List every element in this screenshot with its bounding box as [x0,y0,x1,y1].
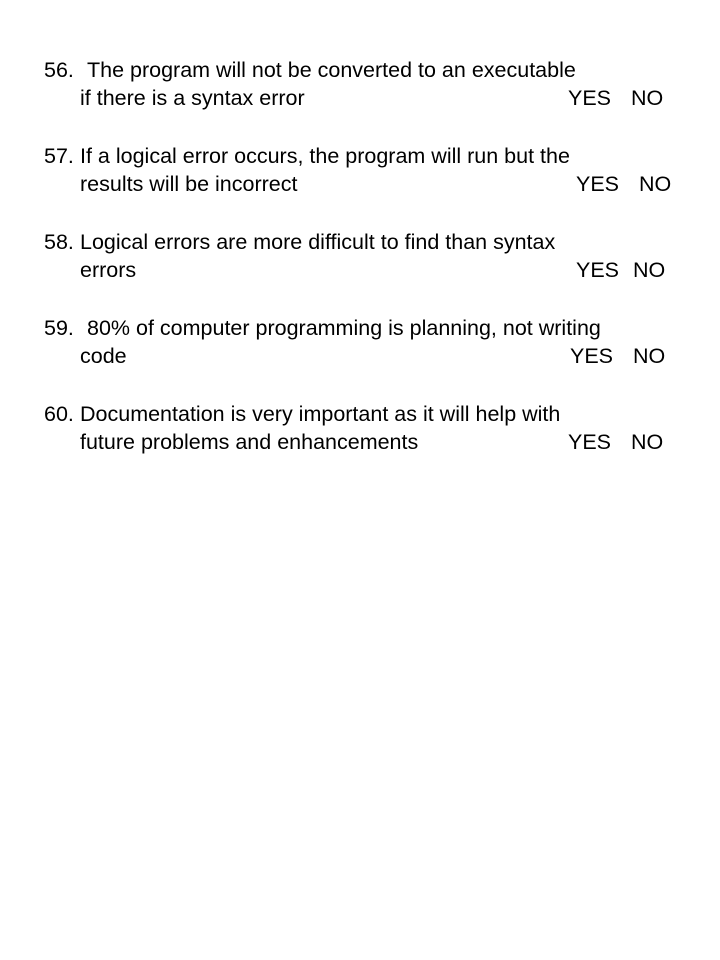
question-number: 57. [44,144,74,168]
question-text-line-1: 80% of computer programming is planning, not writing [87,316,601,340]
question-text-line-2: code [80,344,127,368]
question-text-line-2: errors [80,258,137,282]
question-text-line-2: future problems and enhancements [80,430,419,454]
answer-options [576,256,665,284]
yes-option[interactable]: YES [568,86,612,110]
yes-option[interactable]: YES [568,430,612,454]
answer-options [568,84,663,112]
question-text-line-2: results will be incorrect [80,172,298,196]
question-number: 60. [44,402,74,426]
question-number: 58. [44,230,74,254]
question-text-line-1: The program will not be converted to an executable [87,58,576,82]
answer-options [568,428,663,456]
question-text-line-2: if there is a syntax error [80,86,305,110]
no-option[interactable]: NO [639,172,672,196]
question-text-line-1: Logical errors are more difficult to find than syntax [80,230,556,254]
answer-options [570,342,665,370]
question-number: 56. [44,58,74,82]
question-text-line-1: Documentation is very important as it will help with [80,402,561,426]
no-option[interactable]: NO [631,86,664,110]
question-text-line-1: If a logical error occurs, the program will run but the [80,144,570,168]
yes-option[interactable]: YES [576,258,620,282]
no-option[interactable]: NO [633,258,666,282]
yes-option[interactable]: YES [576,172,620,196]
yes-option[interactable]: YES [570,344,614,368]
no-option[interactable]: NO [631,430,664,454]
answer-options [576,170,671,198]
question-number: 59. [44,316,74,340]
no-option[interactable]: NO [633,344,666,368]
